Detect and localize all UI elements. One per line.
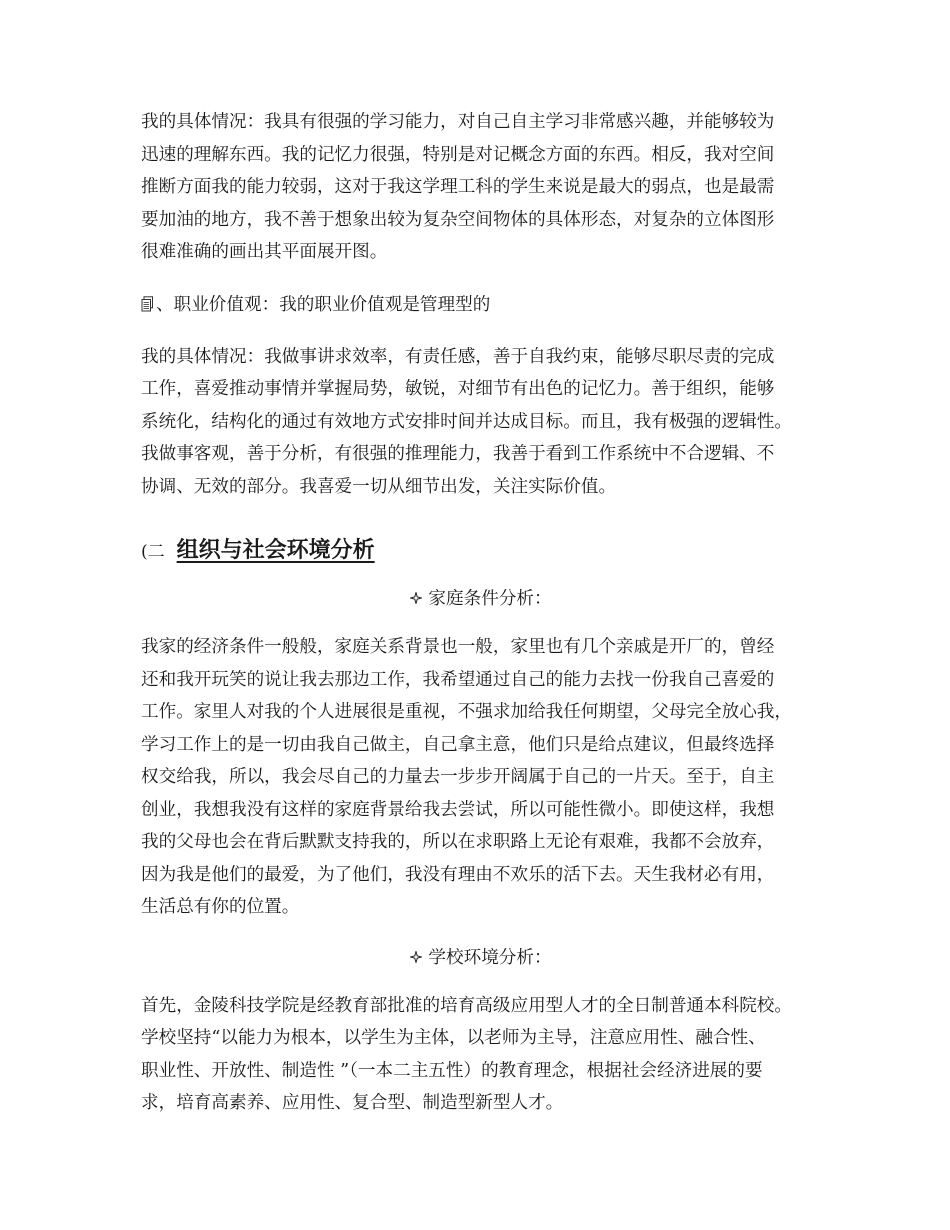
text-line: 很难准确的画出其平面展开图。 xyxy=(141,242,388,262)
text-line: 还和我开玩笑的说让我去那边工作，我希望通过自己的能力去找一份我自己喜爱的 xyxy=(141,669,775,690)
text-line: 生活总有你的位置。 xyxy=(141,897,300,917)
text-line: 我的具体情况：我做事讲求效率，有责任感，善于自我约束，能够尽职尽责的完成 xyxy=(141,346,775,367)
text-line: 系统化，结构化的通过有效地方式安排时间并达成目标。而且，我有极强的逻辑性。 xyxy=(141,411,792,432)
text-line: 协调、无效的部分。我喜爱一切从细节出发，关注实际价值。 xyxy=(141,476,617,497)
family-heading-text: 家庭条件分析： xyxy=(428,589,552,609)
text-line: 学习工作上的是一切由我自己做主，自己拿主意，他们只是给点建议，但最终选择 xyxy=(141,734,775,755)
text-line: 工作，喜爱推动事情并掌握局势，敏锐，对细节有出色的记忆力。善于组织，能够 xyxy=(141,379,775,399)
school-heading-text: 学校环境分析： xyxy=(428,947,552,968)
career-detail-paragraph xyxy=(141,341,821,504)
text-line: 因为我是他们的最爱，为了他们，我没有理由不欢乐的活下去。天生我材必有用， xyxy=(141,864,775,885)
section-number: (二 xyxy=(141,542,165,562)
text-line: 权交给我，所以，我会尽自己的力量去一步步开阔属于自己的一片天。至于，自主 xyxy=(141,767,775,787)
text-line: 职业性、开放性、制造性 ”（一本二主五性）的教育理念，根据社会经济进展的要 xyxy=(141,1060,763,1081)
text-line: 求，培育高素养、应用性、复合型、制造型新型人才。 xyxy=(141,1093,564,1113)
text-line: 学校坚持“以能力为根本，以学生为主体，以老师为主导，注意应用性、融合性、 xyxy=(141,1028,766,1048)
text-line: 工作。家里人对我的个人进展很是重视，不强求加给我任何期望，父母完全放心我， xyxy=(141,702,792,722)
text-line: 创业，我想我没有这样的家庭背景给我去尝试，所以可能性微小。即使这样，我想 xyxy=(141,799,775,820)
family-paragraph xyxy=(141,631,821,924)
career-value-item xyxy=(141,289,821,321)
text-line: 迅速的理解东西。我的记忆力很强，特别是对记概念方面的东西。相反，我对空间 xyxy=(141,144,775,165)
ability-detail-paragraph xyxy=(141,106,821,269)
document-icon xyxy=(141,291,154,307)
career-value-text: 、职业价值观：我的职业价值观是管理型的 xyxy=(156,294,491,315)
text-line: 要加油的地方，我不善于想象出较为复杂空间物体的具体形态，对复杂的立体图形 xyxy=(141,209,775,230)
family-subheading xyxy=(141,583,821,615)
school-paragraph xyxy=(141,990,821,1120)
text-line: 首先，金陵科技学院是经教育部批准的培育高级应用型人才的全日制普通本科院校。 xyxy=(141,995,792,1016)
section-heading xyxy=(141,533,821,565)
diamond-bullet-icon xyxy=(410,942,422,954)
document-page xyxy=(141,106,821,1120)
paragraph-gap xyxy=(141,269,821,289)
text-line: 我做事客观，善于分析，有很强的推理能力，我善于看到工作系统中不合逻辑、不 xyxy=(141,444,775,464)
school-subheading xyxy=(141,942,821,974)
paragraph-gap xyxy=(141,321,821,341)
diamond-bullet-icon xyxy=(410,583,422,595)
text-line: 我的父母也会在背后默默支持我的，所以在求职路上无论有艰难，我都不会放弃， xyxy=(141,832,775,852)
text-line: 我家的经济条件一般般，家庭关系背景也一般，家里也有几个亲戚是开厂的，曾经 xyxy=(141,637,775,657)
text-line: 推断方面我的能力较弱，这对于我这学理工科的学生来说是最大的弱点，也是最需 xyxy=(141,177,775,197)
section-title: 组织与社会环境分析 xyxy=(176,538,375,563)
text-line: 我的具体情况：我具有很强的学习能力，对自己自主学习非常感兴趣，并能够较为 xyxy=(141,112,775,132)
